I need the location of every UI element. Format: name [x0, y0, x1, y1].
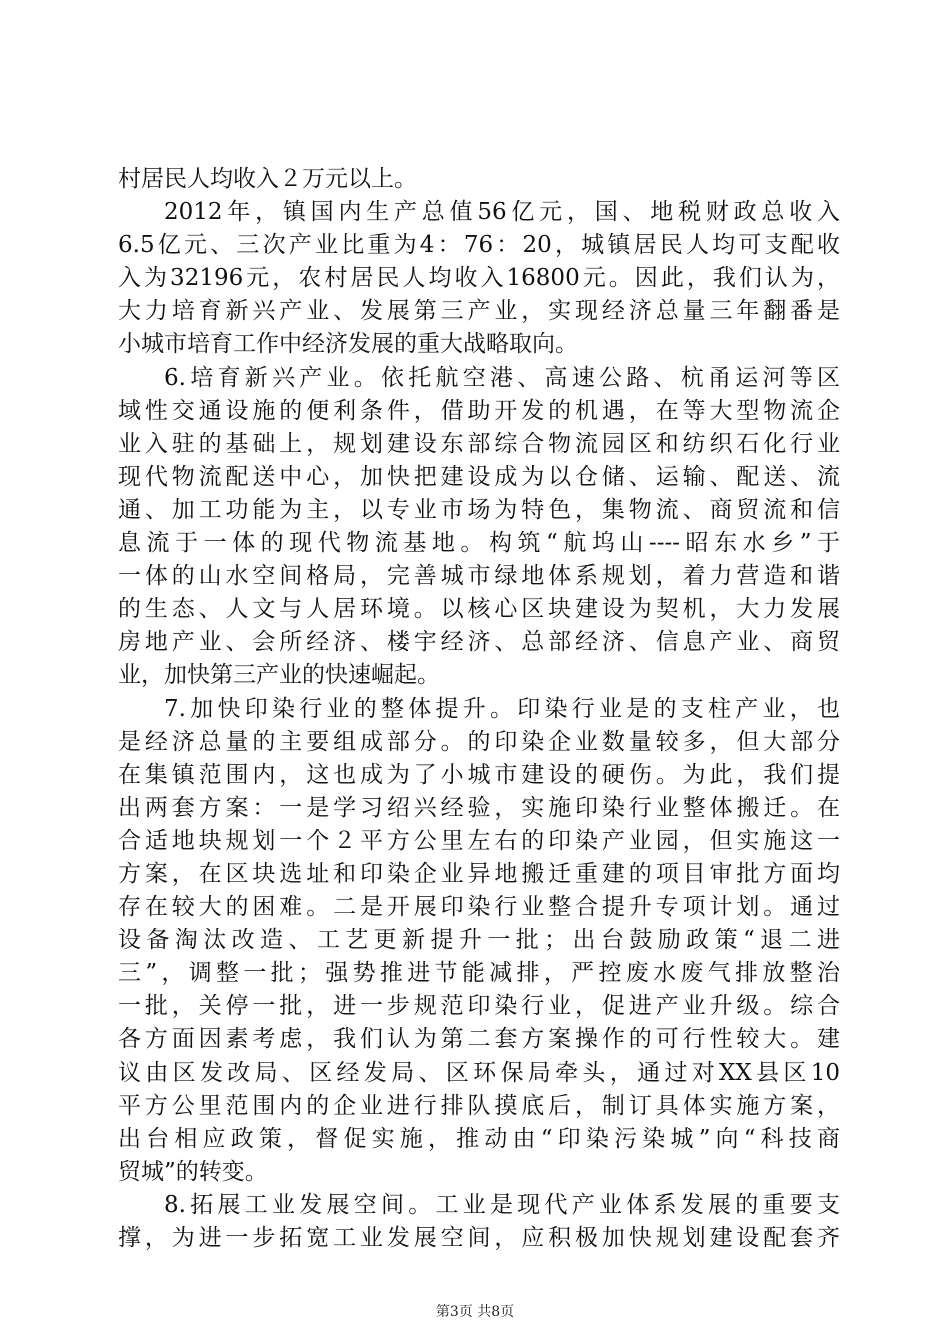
text-line: 小城市培育工作中经济发展的重大战略取向。 — [118, 331, 578, 358]
text-line: 设备淘汰改造、工艺更新提升一批；出台鼓励政策“退二进 — [118, 927, 840, 954]
text-line: 现代物流配送中心，加快把建设成为以仓储、运输、配送、流 — [118, 463, 840, 490]
text-line: 合适地块规划一个２平方公里左右的印染产业园，但实施这一 — [118, 827, 840, 854]
text-line: 6.培育新兴产业。依托航空港、高速公路、杭甬运河等区 — [164, 364, 840, 391]
text-line: 村居民人均收入２万元以上。 — [118, 166, 417, 192]
text-line: 的生态、人文与人居环境。以核心区块建设为契机，大力发展 — [118, 596, 840, 623]
text-line: 存在较大的困难。二是开展印染行业整合提升专项计划。通过 — [118, 894, 840, 921]
text-line: 撑，为进一步拓宽工业发展空间，应积极加快规划建设配套齐 — [118, 1225, 840, 1251]
text-line: 出两套方案：一是学习绍兴经验，实施印染行业整体搬迁。在 — [118, 794, 840, 821]
text-line: 是经济总量的主要组成部分。的印染企业数量较多，但大部分 — [118, 728, 840, 755]
text-line: 业入驻的基础上，规划建设东部综合物流园区和纺织石化行业 — [118, 430, 840, 457]
page-footer: 第3页 共8页 — [435, 1304, 515, 1320]
text-line: 一体的山水空间格局，完善城市绿地体系规划，着力营造和谐 — [118, 563, 840, 590]
text-line: 各方面因素考虑，我们认为第二套方案操作的可行性较大。建 — [118, 1026, 840, 1053]
text-line: 方案，在区块选址和印染企业异地搬迁重建的项目审批方面均 — [118, 860, 840, 887]
text-line: 出台相应政策，督促实施，推动由“印染污染城”向“科技商 — [118, 1125, 840, 1152]
text-line: 6.5亿元、三次产业比重为4：76：20，城镇居民人均可支配收 — [118, 232, 840, 259]
text-line: 7.加快印染行业的整体提升。印染行业是的支柱产业，也 — [164, 695, 840, 722]
text-line: 议由区发改局、区经发局、区环保局牵头，通过对XX县区10 — [118, 1059, 840, 1086]
text-line: 在集镇范围内，这也成为了小城市建设的硬伤。为此，我们提 — [118, 761, 840, 788]
text-line: 业，加快第三产业的快速崛起。 — [118, 662, 440, 689]
text-line: 大力培育新兴产业、发展第三产业，实现经济总量三年翻番是 — [118, 298, 840, 325]
text-line: 通、加工功能为主，以专业市场为特色，集物流、商贸流和信 — [118, 496, 840, 523]
document-body — [118, 163, 840, 1255]
text-line: 8.拓展工业发展空间。工业是现代产业体系发展的重要支 — [164, 1191, 840, 1218]
text-line: 三”，调整一批；强势推进节能减排，严控废水废气排放整治 — [118, 960, 840, 987]
text-line: 贸城”的转变。 — [118, 1158, 268, 1185]
text-line: 息流于一体的现代物流基地。构筑“航坞山----昭东水乡”于 — [118, 530, 840, 557]
text-line: 房地产业、会所经济、楼宇经济、总部经济、信息产业、商贸 — [118, 629, 840, 656]
text-line: 域性交通设施的便利条件，借助开发的机遇，在等大型物流企 — [118, 397, 840, 424]
text-line: 2012年，镇国内生产总值56亿元，国、地税财政总收入 — [164, 199, 840, 226]
text-line: 一批，关停一批，进一步规范印染行业，促进产业升级。综合 — [118, 993, 840, 1020]
text-line: 入为32196元，农村居民人均收入16800元。因此，我们认为， — [118, 265, 840, 292]
text-line: 平方公里范围内的企业进行排队摸底后，制订具体实施方案， — [118, 1092, 840, 1119]
